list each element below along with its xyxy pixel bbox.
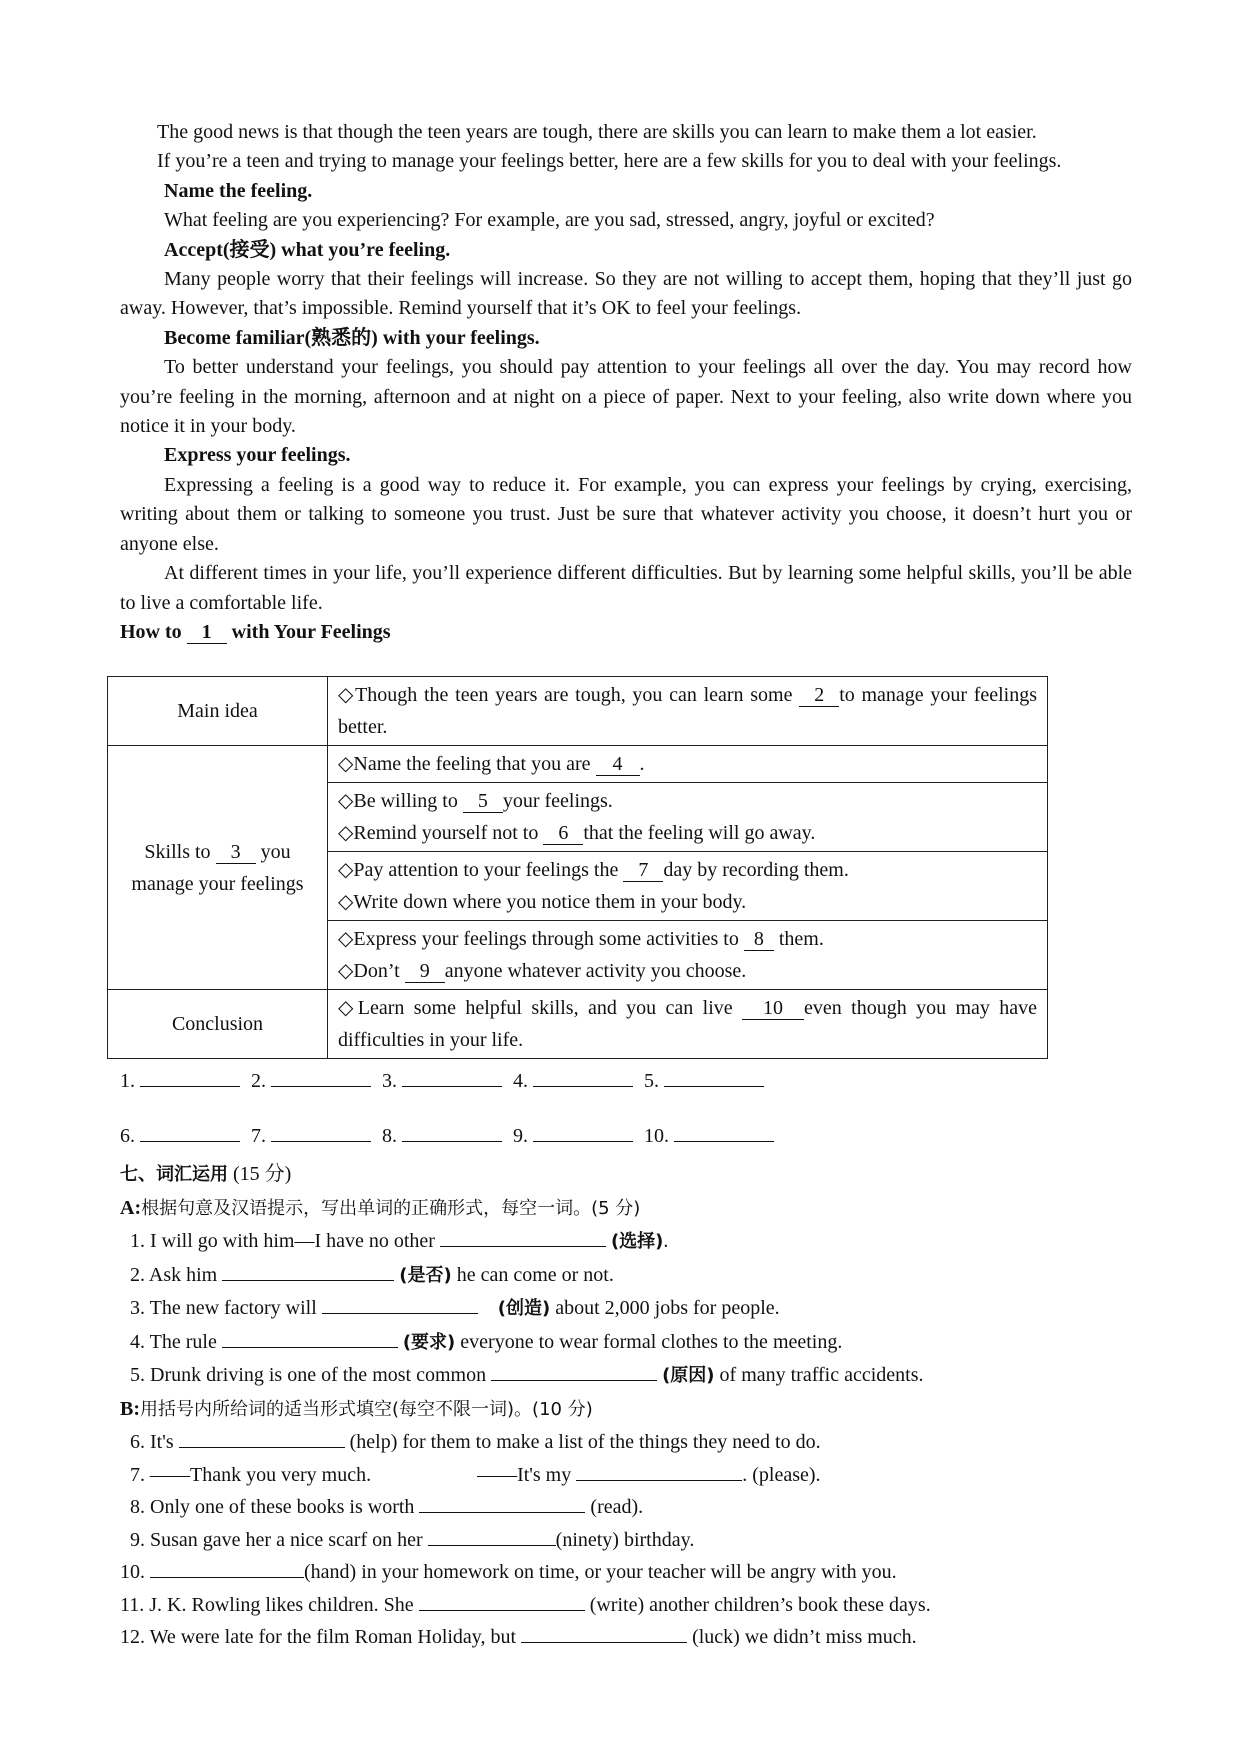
fill-blank-a1[interactable] [440,1226,606,1247]
answer-blank-9[interactable] [533,1123,633,1142]
answer-blank-2[interactable] [271,1068,371,1087]
cell-conclusion: ◇Learn some helpful skills, and you can live 10 even though you may have difficulties in your life. [328,990,1048,1059]
blank-5[interactable]: 5 [463,790,503,813]
paragraph-7: At different times in your life, you’ll experience different difficulties. But by learning some helpful skills, you’ll be able to live a comfortable life. [120,562,1132,614]
paragraph-5: To better understand your feelings, you should pay attention to your feelings all over the day. You may record how you’re feeling in the morning, afternoon and at night on a piece of paper. Next to your feeling, also write down where you notice it in your body. [120,356,1132,438]
question-b8: 8. Only one of these books is worth (read). [120,1491,1150,1524]
label-skills: Skills to 3 you manage your feelings [108,746,328,990]
blank-6[interactable]: 6 [543,822,583,845]
fill-blank-a4[interactable] [222,1327,398,1348]
blank-7[interactable]: 7 [623,859,663,882]
blank-3[interactable]: 3 [216,841,256,864]
question-a4: 4. The rule (要求) everyone to wear formal clothes to the meeting. [120,1326,1150,1360]
fill-blank-b12[interactable] [521,1622,687,1643]
answer-blank-6[interactable] [140,1123,240,1142]
fill-blank-a3[interactable] [322,1293,478,1314]
part-b-instructions: B:用括号内所给词的适当形式填空(每空不限一词)。(10 分) [120,1397,593,1420]
fill-blank-a5[interactable] [491,1360,657,1381]
answer-blank-3[interactable] [402,1068,502,1087]
label-main-idea: Main idea [108,677,328,746]
answer-blank-10[interactable] [674,1123,774,1142]
blank-9[interactable]: 9 [405,960,445,983]
question-b11: 11. J. K. Rowling likes children. She (write) another children’s book these days. [120,1589,1150,1622]
question-a2: 2. Ask him (是否) he can come or not. [120,1259,1150,1293]
answer-row-1: 1. 2. 3. 4. 5. [120,1068,775,1093]
vocabulary-section [120,1158,1150,1654]
paragraph-2: If you’re a teen and trying to manage your feelings better, here are a few skills for you to deal with your feelings. [157,150,1062,173]
blank-8[interactable]: 8 [744,928,774,951]
cell-skill-accept: ◇Be willing to 5 your feelings. ◇Remind yourself not to 6 that the feeling will go away. [328,783,1048,852]
paragraph-1: The good news is that though the teen years are tough, there are skills you can learn to make them a lot easier. [157,121,1037,143]
answer-blank-5[interactable] [664,1068,764,1087]
answer-blank-4[interactable] [533,1068,633,1087]
question-a3: 3. The new factory will (创造) about 2,000 jobs for people. [120,1292,1150,1326]
heading-name-feeling: Name the feeling. [164,179,313,202]
fill-blank-a2[interactable] [222,1260,394,1281]
question-a1: 1. I will go with him—I have no other (选择). [120,1225,1150,1259]
part-a-instructions: A:根据句意及汉语提示，写出单词的正确形式，每空一词。(5 分) [120,1196,641,1219]
answer-row-2: 6. 7. 8. 9. 10. [120,1123,775,1148]
question-a5: 5. Drunk driving is one of the most common (原因) of many traffic accidents. [120,1359,1150,1393]
cell-skill-express: ◇Express your feelings through some activities to 8 them. ◇Don’t 9 anyone whatever activity you choose. [328,921,1048,990]
question-b6: 6. It's (help) for them to make a list of the things they need to do. [120,1426,1150,1459]
fill-blank-b10[interactable] [150,1557,304,1578]
question-b7: 7. ——Thank you very much. ——It's my . (please). [120,1459,1150,1492]
summary-title: How to 1 with Your Feelings [120,620,391,643]
cell-main-idea: ◇Though the teen years are tough, you can learn some 2 to manage your feelings better. [328,677,1048,746]
answer-blank-1[interactable] [140,1068,240,1087]
blank-10[interactable]: 10 [742,997,804,1020]
section-title: 七、词汇运用 (15 分) [120,1163,292,1185]
fill-blank-b9[interactable] [428,1525,556,1546]
question-b12: 12. We were late for the film Roman Holiday, but (luck) we didn’t miss much. [120,1621,1150,1654]
summary-table [107,676,1048,1059]
paragraph-3: What feeling are you experiencing? For example, are you sad, stressed, angry, joyful or excited? [164,209,935,232]
blank-1[interactable]: 1 [187,621,227,644]
table-row [108,677,1048,746]
heading-express-feelings: Express your feelings. [164,444,351,467]
table-row [108,746,1048,783]
answer-blank-7[interactable] [271,1123,371,1142]
answer-blank-8[interactable] [402,1123,502,1142]
reading-passage [120,118,1132,647]
fill-blank-b8[interactable] [419,1492,585,1513]
paragraph-4: Many people worry that their feelings will increase. So they are not willing to accept them, hoping that they’ll just go away. However, that’s impossible. Remind yourself that it’s OK to feel your feelings. [120,268,1132,320]
blank-2[interactable]: 2 [799,684,839,707]
label-conclusion: Conclusion [108,990,328,1059]
cell-skill-familiar: ◇Pay attention to your feelings the 7 day by recording them. ◇Write down where you notice them in your body. [328,852,1048,921]
question-b9: 9. Susan gave her a nice scarf on her (ninety) birthday. [120,1524,1150,1557]
heading-become-familiar: Become familiar(熟悉的) with your feelings. [164,326,540,349]
blank-4[interactable]: 4 [596,753,640,776]
question-b10: 10. (hand) in your homework on time, or your teacher will be angry with you. [120,1556,1150,1589]
fill-blank-b7[interactable] [576,1460,742,1481]
table-row [108,990,1048,1059]
heading-accept-feeling: Accept(接受) what you’re feeling. [164,238,451,261]
paragraph-6: Expressing a feeling is a good way to reduce it. For example, you can express your feelings by crying, exercising, writing about them or talking to someone you trust. Just be sure that whatever activity you choose, it doesn’t hurt you or anyone else. [120,473,1132,555]
fill-blank-b6[interactable] [179,1427,345,1448]
fill-blank-b11[interactable] [419,1590,585,1611]
cell-skill-name: ◇Name the feeling that you are 4 . [328,746,1048,783]
